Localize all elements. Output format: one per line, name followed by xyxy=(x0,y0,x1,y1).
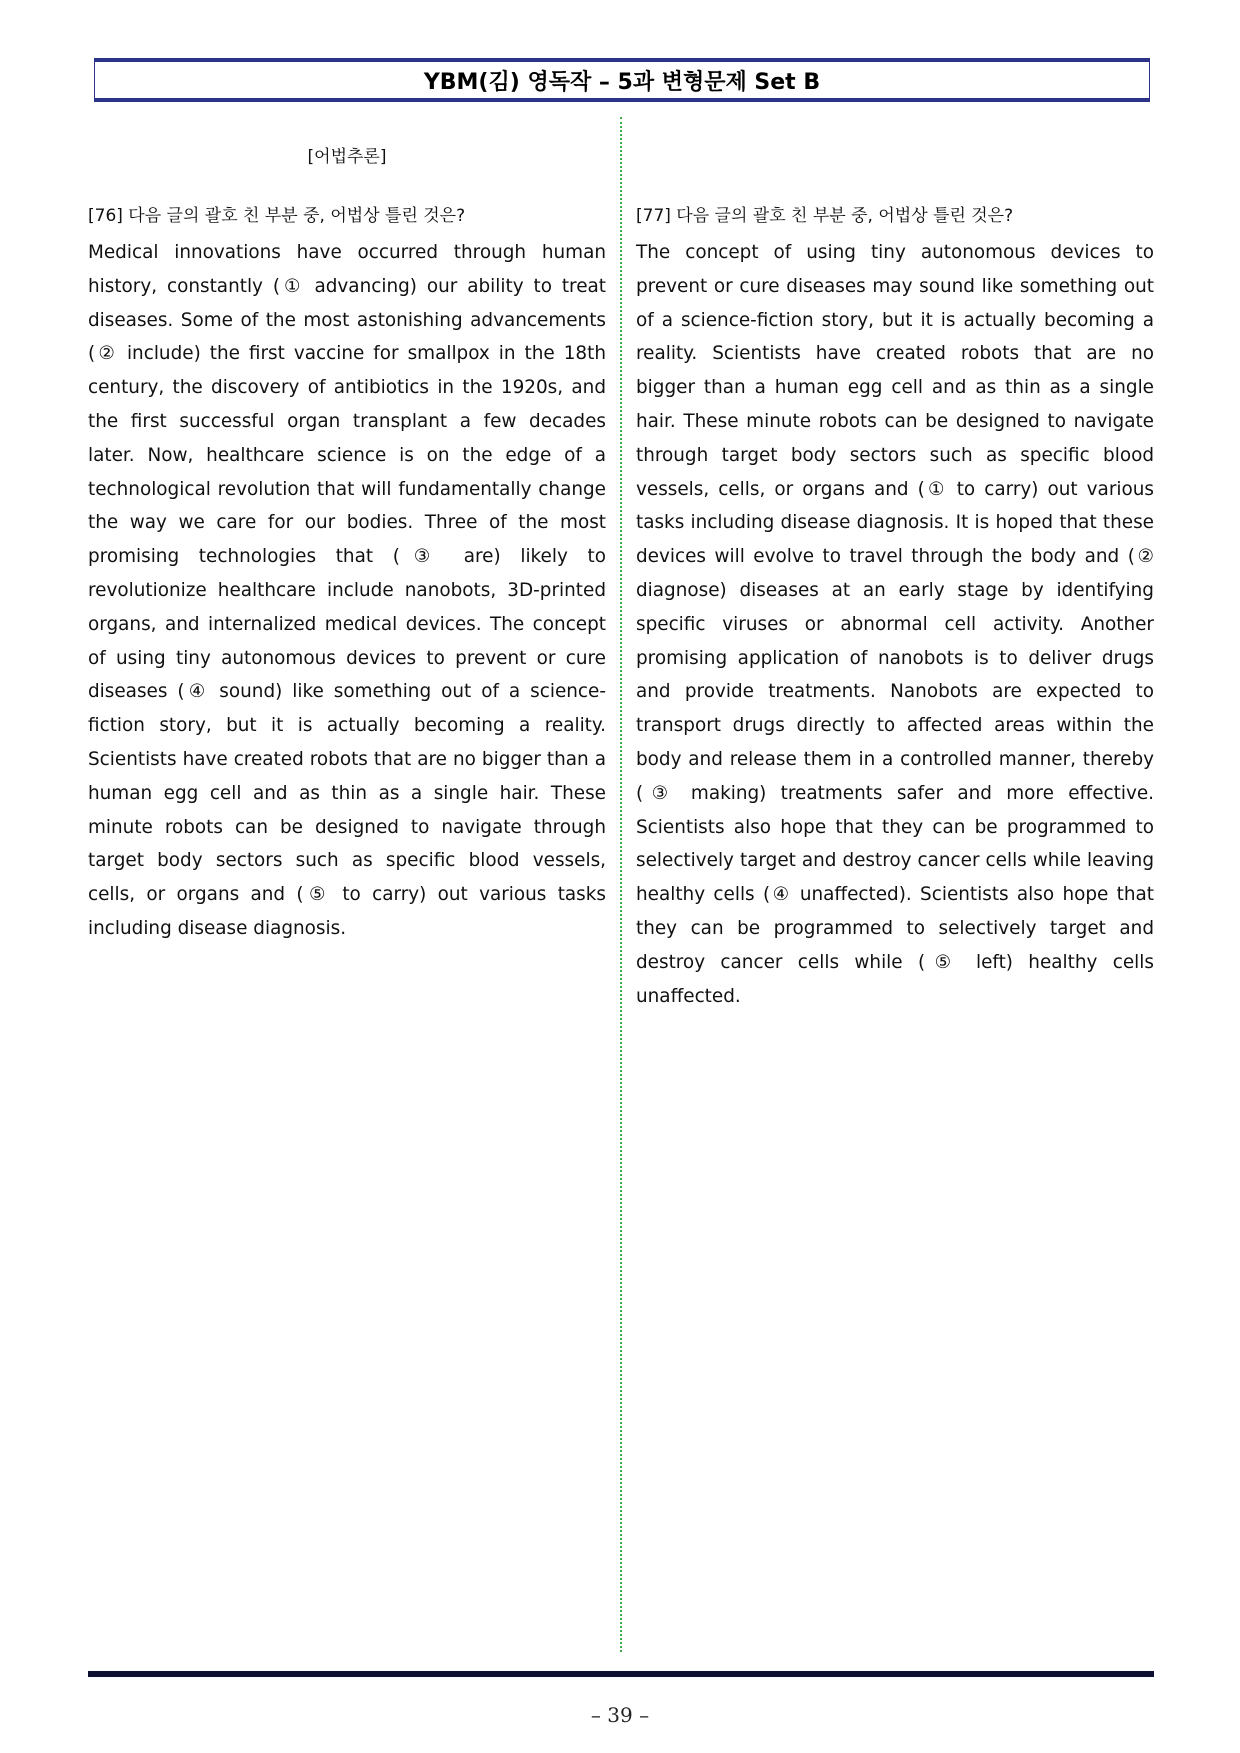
question-76-passage: Medical innovations have occurred through human history, constantly (① advancing) our ability to treat diseases. Some of the most astonishing advancements (② include) the first vaccine for smallpox in the 18th century, the discovery of antibiotics in the 1920s, and the first successful organ transplant a few decades later. Now, healthcare science is on the edge of a technological revolution that will fundamentally change the way we care for our bodies. Three of the most promising technologies that (③ are) likely to revolutionize healthcare include nanobots, 3D-printed organs, and internalized medical devices. The concept of using tiny autonomous devices to prevent or cure diseases (④ sound) like something out of a science-fiction story, but it is actually becoming a reality. Scientists have created robots that are no bigger than a human egg cell and as thin as a single hair. These minute robots can be designed to navigate through target body sectors such as specific blood vessels, cells, or organs and (⑤ to carry) out various tasks including disease diagnosis. xyxy=(88,242,606,939)
question-77-passage: The concept of using tiny autonomous devices to prevent or cure diseases may sound like something out of a science-fiction story, but it is actually becoming a reality. Scientists have created robots that are no bigger than a human egg cell and as thin as a single hair. These minute robots can be designed to navigate through target body sectors such as specific blood vessels, cells, or organs and (① to carry) out various tasks including disease diagnosis. It is hoped that these devices will evolve to travel through the body and (② diagnose) diseases at an early stage by identifying specific viruses or abnormal cell activity. Another promising application of nanobots is to deliver drugs and provide treatments. Nanobots are expected to transport drugs directly to affected areas within the body and release them in a controlled manner, thereby (③ making) treatments safer and more effective. Scientists also hope that they can be programmed to selectively target and destroy cancer cells while leaving healthy cells (④ unaffected). Scientists also hope that they can be programmed to selectively target and destroy cancer cells while (⑤ left) healthy cells unaffected. xyxy=(636,242,1154,1007)
footer-rule xyxy=(88,1671,1154,1677)
column-divider xyxy=(620,117,622,1652)
page-title: YBM(김) 영독작 – 5과 변형문제 Set B xyxy=(423,69,821,95)
page-number: – 39 – xyxy=(590,1703,650,1727)
section-label: [어법추론] xyxy=(307,147,387,167)
right-column xyxy=(636,145,1154,1013)
header-title-box xyxy=(94,58,1150,102)
question-76-heading: [76] 다음 글의 괄호 친 부분 중, 어법상 틀린 것은? xyxy=(88,206,466,226)
column-spacer xyxy=(636,145,1154,204)
left-column xyxy=(88,145,606,946)
question-77-heading: [77] 다음 글의 괄호 친 부분 중, 어법상 틀린 것은? xyxy=(636,206,1014,226)
